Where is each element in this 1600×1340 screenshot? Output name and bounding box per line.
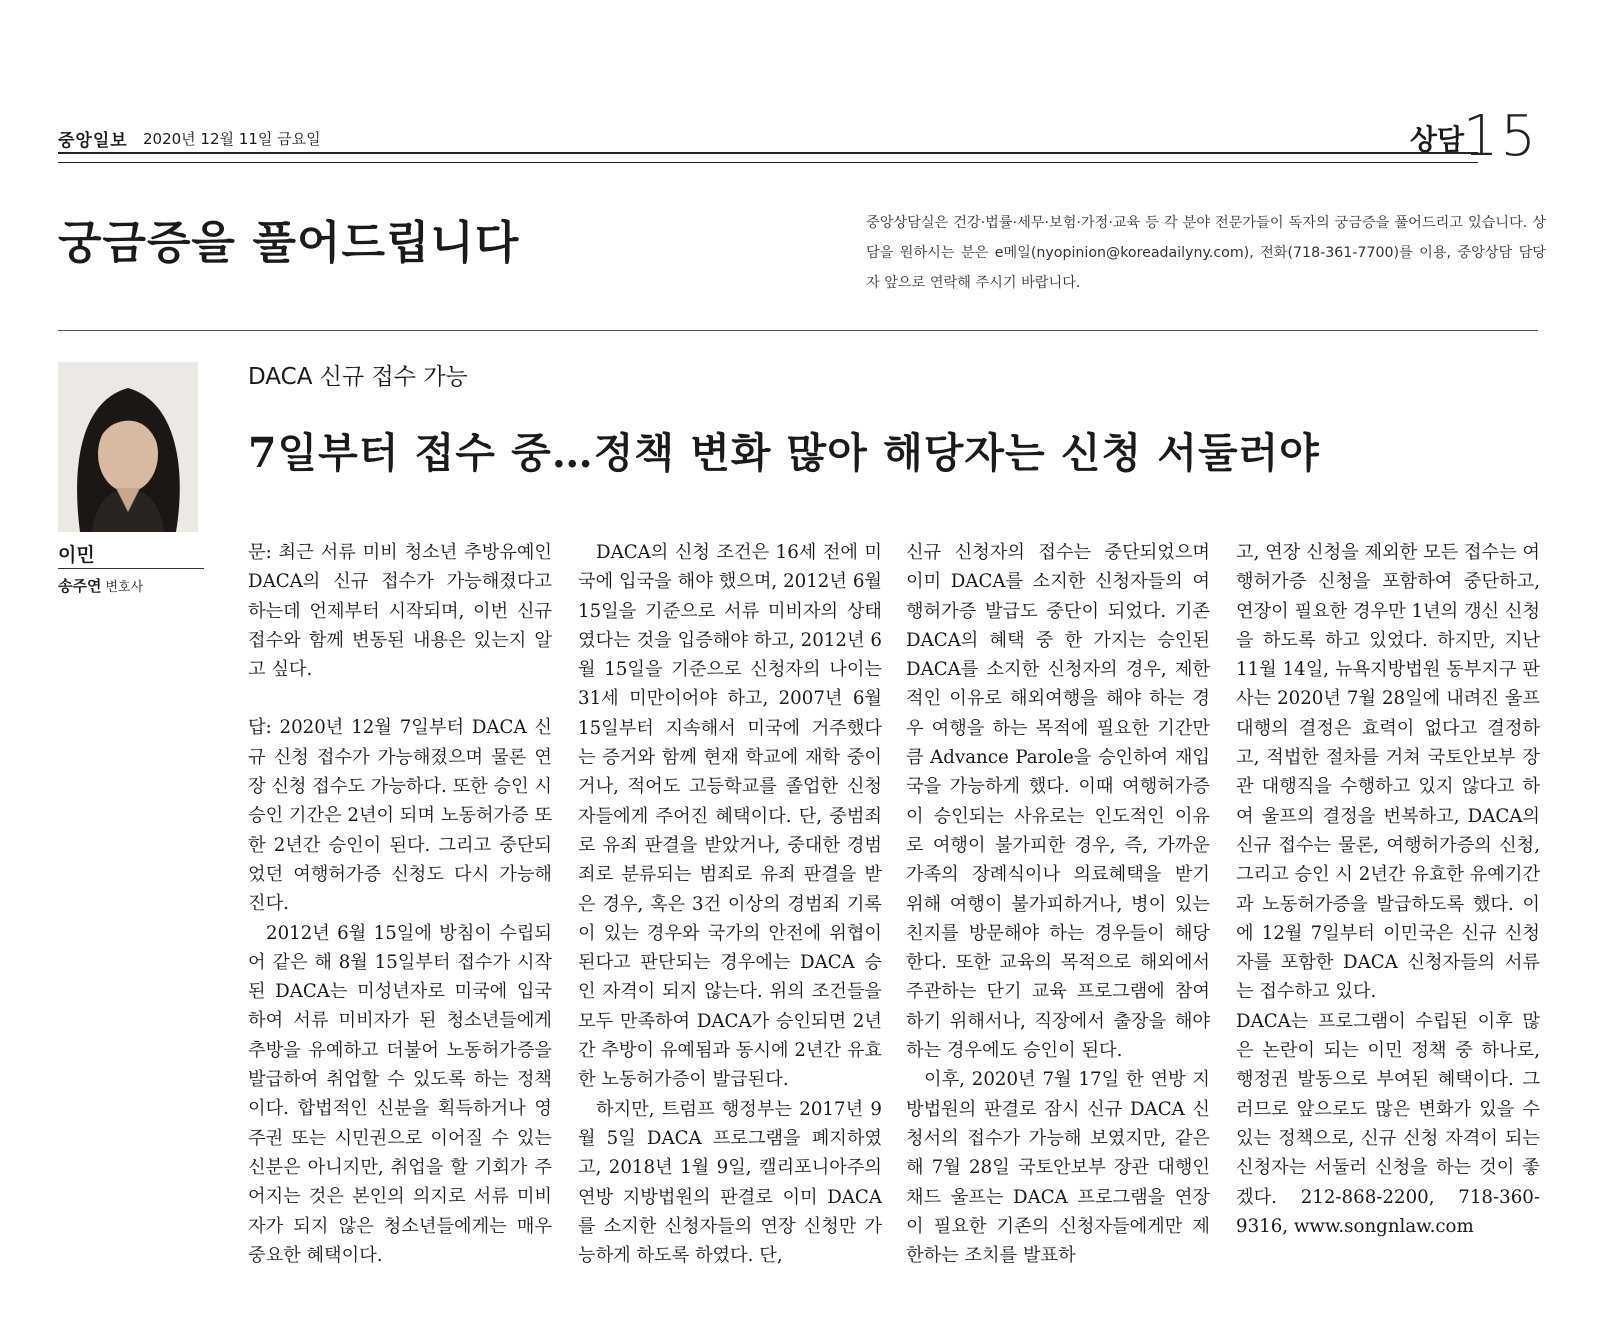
article-column-4 <box>1236 538 1540 1241</box>
article-column-3 <box>906 538 1210 1270</box>
newspaper-brand: 중앙일보 <box>58 131 128 151</box>
body-paragraph: 고, 연장 신청을 제외한 모든 접수는 여행허가증 신청을 포함하여 중단하고, 연장이 필요한 경우만 1년의 갱신 신청을 하도록 하고 있었다. 하지만, 지난 11월 14일, 뉴욕지방법원 동부지구 판사는 2020년 7월 28일에 내려진 울프 대행의 결정은 효력이 없다고 결정하고, 적법한 절차를 거쳐 국토안보부 장관 대행직을 수행하고 있지 않다고 하여 울프의 결정을 번복하고, DACA의 신규 접수는 물론, 여행허가증의 신청, 그리고 승인 시 2년간 유효한 유예기간과 노동허가증을 발급하도록 했다. 이에 12월 7일부터 이민국은 신규 신청자를 포함한 DACA 신청자들의 서류는 접수하고 있다. <box>1236 542 1541 1003</box>
body-paragraph: 이후, 2020년 7월 17일 한 연방 지방법원의 판결로 잠시 신규 DACA 신청서의 접수가 가능해 보였지만, 같은 해 7월 28일 국토안보부 장관 대행인 채드 울프는 DACA 프로그램을 연장이 필요한 기존의 신청자들에게만 제한하는 조치를 발표하 <box>906 1069 1210 1267</box>
answer-paragraph: 답: 2020년 12월 7일부터 DACA 신규 신청 접수가 가능해졌으며 물론 연장 신청 접수도 가능하다. 또한 승인 시 승인 기간은 2년이 되며 노동허가증 또한 2년간 승인이 된다. 그리고 중단되었던 여행허가증 신청도 다시 가능해진다. <box>248 717 553 915</box>
author-role: 변호사 <box>105 580 144 595</box>
section-name: 상담 <box>1409 123 1464 156</box>
masthead-rule <box>58 152 1478 163</box>
author-rule <box>58 568 204 569</box>
body-paragraph: 하지만, 트럼프 행정부는 2017년 9월 5일 DACA 프로그램을 폐지하였고, 2018년 1월 9일, 캘리포니아주의 연방 지방법원의 판결로 이미 DACA를 소지한 신청자들의 연장 신청만 가능하게 하도록 하였다. 단, <box>578 1098 882 1267</box>
article-headline: 7일부터 접수 중…정책 변화 많아 해당자는 신청 서둘러야 <box>248 429 1320 477</box>
author-photo <box>58 362 198 532</box>
column-intro: 중앙상담실은 건강·법률·세무·보험·가정·교육 등 각 분야 전문가들이 독자의 궁금증을 풀어드리고 있습니다. 상담을 원하시는 분은 e메일(nyopinion@koreadailyny.com), 전화(718-361-7700)를 이용, 중앙상담 담당자 앞으로 연락해 주시기 바랍니다. <box>866 215 1546 291</box>
article-kicker: DACA 신규 접수 가능 <box>248 364 468 390</box>
section-divider <box>58 330 1538 331</box>
issue-date: 2020년 12월 11일 금요일 <box>143 130 321 148</box>
page-number: 15 <box>1462 104 1538 169</box>
article-column-2 <box>578 538 882 1270</box>
author-name: 송주연 <box>58 577 102 595</box>
body-paragraph: 신규 신청자의 접수는 중단되었으며 이미 DACA를 소지한 신청자들의 여행허가증 발급도 중단이 되었다. 기존 DACA의 혜택 중 한 가지는 승인된 DACA를 소지한 신청자의 경우, 제한적인 이유로 해외여행을 해야 하는 경우 여행을 하는 목적에 필요한 기간만큼 Advance Parole을 승인하여 재입국을 가능하게 했다. 이때 여행허가증이 승인되는 사유로는 인도적인 이유로 여행이 불가피한 경우, 즉, 가까운 가족의 장례식이나 의료혜택을 받기 위해 여행이 불가피하거나, 병이 있는 친지를 방문해야 하는 경우들이 해당한다. 또한 교육의 목적으로 해외에서 주관하는 단기 교육 프로그램에 참여하기 위해서나, 직장에서 출장을 해야 하는 경우에도 승인이 된다. <box>906 542 1210 1062</box>
column-title: 궁금증을 풀어드립니다 <box>58 216 520 269</box>
body-paragraph: DACA의 신청 조건은 16세 전에 미국에 입국을 해야 했으며, 2012년 6월 15일을 기준으로 서류 미비자의 상태였다는 것을 입증해야 하고, 2012년 6월 15일을 기준으로 신청자의 나이는 31세 미만이어야 하고, 2007년 6월 15일부터 지속해서 미국에 거주했다는 증거와 함께 현재 학교에 재학 중이거나, 적어도 고등학교를 졸업한 신청자들에게 주어진 혜택이다. 단, 중범죄로 유죄 판결을 받았거나, 중대한 경범죄로 분류되는 범죄로 유죄 판결을 받은 경우, 혹은 3건 이상의 경범죄 기록이 있는 경우와 국가의 안전에 위협이 된다고 판단되는 경우에는 DACA 승인 자격이 되지 않는다. 위의 조건들을 모두 만족하여 DACA가 승인되면 2년간 추방이 유예됨과 동시에 2년간 유효한 노동허가증이 발급된다. <box>578 542 883 1091</box>
body-paragraph: 2012년 6월 15일에 방침이 수립되어 같은 해 8월 15일부터 접수가 시작된 DACA는 미성년자로 미국에 입국하여 서류 미비자가 된 청소년들에게 추방을 유예하고 더불어 노동허가증을 발급하여 취업할 수 있도록 하는 정책이다. 합법적인 신분을 획득하거나 영주권 또는 시민권으로 이어질 수 있는 신분은 아니지만, 취업을 할 기회가 주어지는 것은 본인의 의지로 서류 미비자가 되지 않은 청소년들에게는 매우 중요한 혜택이다. <box>248 922 552 1266</box>
question-paragraph: 문: 최근 서류 미비 청소년 추방유예인 DACA의 신규 접수가 가능해졌다고 하는데 언제부터 시작되며, 이번 신규 접수와 함께 변동된 내용은 있는지 알고 싶다. <box>248 542 552 681</box>
author-byline <box>58 575 143 596</box>
article-column-1 <box>248 538 552 1270</box>
author-category: 이민 <box>58 544 95 566</box>
body-paragraph: DACA는 프로그램이 수립된 이후 많은 논란이 되는 이민 정책 중 하나로, 행정권 발동으로 부여된 혜택이다. 그러므로 앞으로도 많은 변화가 있을 수 있는 정책으로, 신규 신청 자격이 되는 신청자는 서둘러 신청을 하는 것이 좋겠다. 212-868-2200, 718-360-9316, www.songnlaw.com <box>1236 1010 1540 1237</box>
